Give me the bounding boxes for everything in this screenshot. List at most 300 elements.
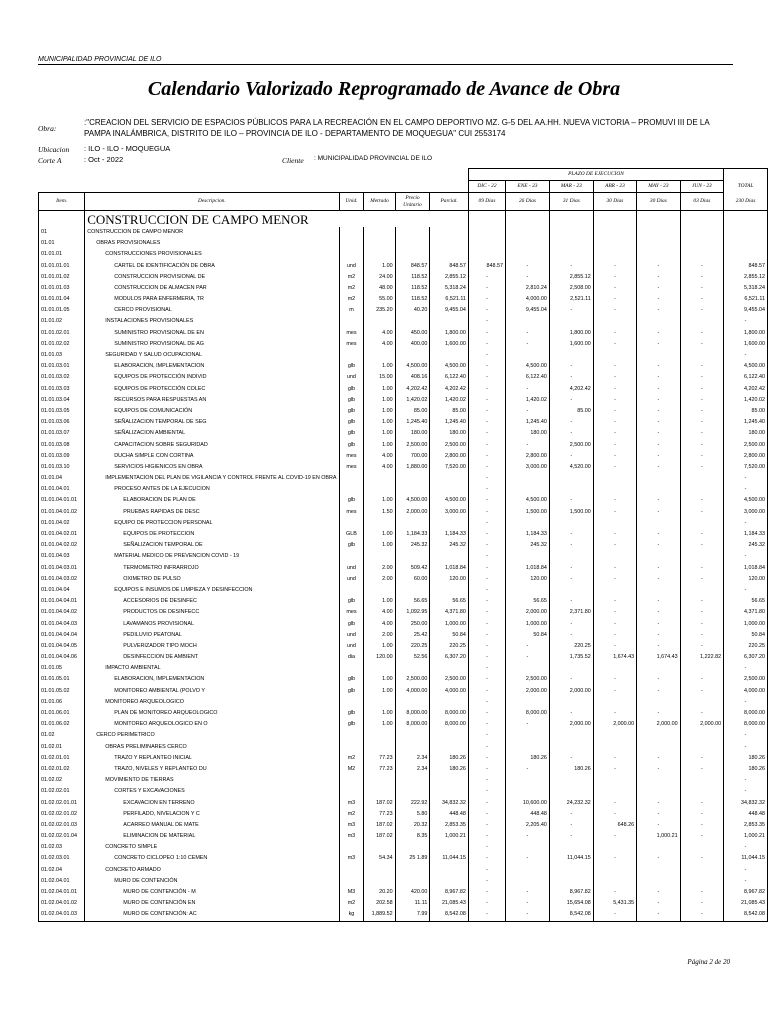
table-cell: 245.32 (724, 540, 768, 551)
table-cell: 50.84 (506, 630, 550, 641)
table-cell: 2,500.00 (506, 674, 550, 685)
table-cell: - (680, 574, 723, 585)
table-cell: 56.65 (395, 596, 430, 607)
table-cell: - (680, 764, 723, 775)
table-cell: 54.34 (364, 853, 395, 864)
table-cell (339, 663, 364, 674)
col-header: 03 Dias (680, 193, 723, 211)
table-cell: - (468, 339, 505, 350)
table-cell: 01.01.03.05 (39, 406, 85, 417)
table-cell (637, 249, 680, 260)
table-cell (339, 876, 364, 887)
table-cell: - (637, 260, 680, 271)
table-cell: - (593, 428, 636, 439)
table-cell: 1,500.00 (506, 507, 550, 518)
table-cell: - (549, 574, 593, 585)
table-cell: - (506, 272, 550, 283)
col-header: Unid. (339, 193, 364, 211)
table-cell (549, 775, 593, 786)
table-cell (364, 775, 395, 786)
table-cell: 1,000.00 (724, 618, 768, 629)
table-cell: 1,092.95 (395, 607, 430, 618)
table-cell: 118.52 (395, 272, 430, 283)
table-cell: 2.00 (364, 630, 395, 641)
table-cell: 8,967.82 (549, 887, 593, 898)
table-cell (549, 876, 593, 887)
table-row (39, 495, 768, 506)
table-cell: 8,000.00 (395, 719, 430, 730)
table-cell: - (593, 574, 636, 585)
table-cell (430, 775, 469, 786)
table-row (39, 775, 768, 786)
table-cell: 1.00 (364, 439, 395, 450)
table-cell: 55.00 (364, 294, 395, 305)
table-cell: - (468, 451, 505, 462)
table-cell (339, 484, 364, 495)
table-cell: 20.20 (364, 887, 395, 898)
table-cell (339, 238, 364, 249)
page-number: Página 2 de 20 (687, 958, 730, 966)
table-cell: MURO DE CONTENCIÓN: AC (85, 909, 339, 921)
table-cell (593, 730, 636, 741)
table-cell (364, 697, 395, 708)
table-cell (593, 742, 636, 753)
table-cell: - (680, 529, 723, 540)
table-row (39, 764, 768, 775)
table-cell: 4,202.42 (430, 384, 469, 395)
table-cell: 1.00 (364, 686, 395, 697)
table-cell: 1,245.40 (430, 417, 469, 428)
table-cell: ACARREO MANUAL DE MATE (85, 820, 339, 831)
table-cell (506, 742, 550, 753)
table-cell (637, 697, 680, 708)
col-header: Metrado (364, 193, 395, 211)
table-cell: ELABORACION, IMPLEMENTACION (85, 361, 339, 372)
table-row (39, 753, 768, 764)
table-cell: - (468, 831, 505, 842)
table-cell: 1,000.00 (430, 618, 469, 629)
table-cell: - (468, 406, 505, 417)
table-cell: 85.00 (549, 406, 593, 417)
table-cell: MONITOREO ARQUEOLOGICO (85, 697, 339, 708)
table-cell: - (637, 529, 680, 540)
table-cell: - (468, 797, 505, 808)
table-cell: - (468, 585, 505, 596)
table-cell: 1,000.21 (430, 831, 469, 842)
table-cell: - (637, 596, 680, 607)
table-cell: - (680, 674, 723, 685)
table-cell: 01.01.04.04.03 (39, 618, 85, 629)
table-cell: 2,855.12 (430, 272, 469, 283)
table-cell (593, 316, 636, 327)
table-cell: glb (339, 439, 364, 450)
table-cell: MONITOREO ARQUEOLOGICO EN O (85, 719, 339, 730)
table-cell (430, 316, 469, 327)
table-row (39, 484, 768, 495)
table-cell: - (680, 618, 723, 629)
table-cell: 11.11 (395, 898, 430, 909)
table-cell: - (468, 876, 505, 887)
table-cell: 700.00 (395, 451, 430, 462)
table-row (39, 686, 768, 697)
table-cell: 01.02.04.01.03 (39, 909, 85, 921)
table-cell: 848.57 (468, 260, 505, 271)
table-cell: 52.56 (395, 652, 430, 663)
table-cell: 01.01.03 (39, 350, 85, 361)
table-cell: - (468, 764, 505, 775)
table-cell: 1,184.33 (506, 529, 550, 540)
table-cell: 2.00 (364, 574, 395, 585)
table-cell: 2,508.00 (549, 283, 593, 294)
table-cell: 01.01.05.02 (39, 686, 85, 697)
table-cell: glb (339, 417, 364, 428)
cliente-value: : MUNICIPALIDAD PROVINCIAL DE ILO (314, 155, 433, 162)
col-header: 31 Dias (549, 193, 593, 211)
table-cell: 4,500.00 (395, 361, 430, 372)
table-cell (680, 551, 723, 562)
table-cell: - (680, 372, 723, 383)
table-cell: - (468, 417, 505, 428)
table-cell: - (637, 339, 680, 350)
table-cell: 4.00 (364, 462, 395, 473)
table-cell: 01.02.03.01 (39, 853, 85, 864)
table-cell (430, 238, 469, 249)
table-cell: - (680, 563, 723, 574)
table-row (39, 260, 768, 271)
table-cell: 848.57 (724, 260, 768, 271)
table-cell: 648.26 (593, 820, 636, 831)
table-cell: CONSTRUCCIONES PROVISIONALES (85, 249, 339, 260)
table-cell: m2 (339, 283, 364, 294)
table-cell (637, 742, 680, 753)
col-header: Precio Unitario (395, 193, 430, 211)
table-cell (593, 697, 636, 708)
table-cell (430, 551, 469, 562)
table-cell (549, 518, 593, 529)
table-cell: 222.92 (395, 797, 430, 808)
table-cell: 1,018.84 (506, 563, 550, 574)
table-cell: - (506, 339, 550, 350)
table-row (39, 730, 768, 741)
table-cell: 1,600.00 (549, 339, 593, 350)
table-cell: 2,000.00 (593, 719, 636, 730)
table-cell: SEÑALIZACION TEMPORAL DE (85, 540, 339, 551)
table-cell: - (549, 305, 593, 316)
table-cell: mes (339, 462, 364, 473)
table-cell: - (593, 764, 636, 775)
table-cell: - (724, 775, 768, 786)
table-cell: - (506, 641, 550, 652)
table-cell: - (724, 697, 768, 708)
table-cell (506, 876, 550, 887)
table-cell: - (468, 865, 505, 876)
table-cell: SEÑALIZACION TEMPORAL DE SEG (85, 417, 339, 428)
table-cell: 1,735.52 (549, 652, 593, 663)
table-cell: 1.00 (364, 361, 395, 372)
table-cell: 56.65 (724, 596, 768, 607)
table-cell: 4,500.00 (430, 495, 469, 506)
table-cell: - (680, 507, 723, 518)
table-cell: - (468, 775, 505, 786)
table-cell: 01.02.02.01.04 (39, 831, 85, 842)
table-cell (637, 484, 680, 495)
table-cell (395, 518, 430, 529)
table-cell (506, 227, 550, 238)
table-cell (395, 227, 430, 238)
table-cell: - (724, 742, 768, 753)
table-cell (339, 585, 364, 596)
table-cell: 11,044.15 (724, 853, 768, 864)
table-cell: 9,455.04 (430, 305, 469, 316)
table-cell (724, 227, 768, 238)
table-cell: - (724, 350, 768, 361)
table-row (39, 585, 768, 596)
table-row (39, 742, 768, 753)
table-cell (680, 473, 723, 484)
table-cell: - (637, 809, 680, 820)
table-cell (364, 865, 395, 876)
table-cell: 220.25 (430, 641, 469, 652)
table-cell: 1,222.82 (680, 652, 723, 663)
table-cell: CONCRETO CICLOPEO 1:10 CEMEN (85, 853, 339, 864)
table-cell: - (593, 708, 636, 719)
table-cell: 202.58 (364, 898, 395, 909)
col-header: 30 Dias (593, 193, 636, 211)
table-cell: - (637, 708, 680, 719)
table-cell: 180.26 (506, 753, 550, 764)
table-cell: 8,542.08 (549, 909, 593, 921)
table-cell (430, 227, 469, 238)
ubicacion-value: : ILO - ILO - MOQUEGUA (84, 144, 171, 153)
table-cell: 120.00 (724, 574, 768, 585)
table-cell: - (593, 462, 636, 473)
table-cell (637, 775, 680, 786)
table-cell: 2,000.00 (506, 607, 550, 618)
table-cell: 01.01.02 (39, 316, 85, 327)
table-cell: 1,600.00 (430, 339, 469, 350)
table-cell: 01.01.04.02.02 (39, 540, 85, 551)
table-cell: 01.01.04.02 (39, 518, 85, 529)
table-cell: 01.01.04.01.01 (39, 495, 85, 506)
table-cell (680, 697, 723, 708)
table-cell (593, 663, 636, 674)
table-cell (364, 786, 395, 797)
table-cell: MOVIMIENTO DE TIERRAS (85, 775, 339, 786)
table-cell: - (680, 686, 723, 697)
table-cell: 1.00 (364, 641, 395, 652)
table-cell: - (680, 809, 723, 820)
table-cell (395, 865, 430, 876)
table-cell: 4,520.00 (549, 462, 593, 473)
table-cell: OXIMETRO DE PULSO (85, 574, 339, 585)
table-cell: - (549, 540, 593, 551)
table-cell: - (593, 831, 636, 842)
table-cell (506, 238, 550, 249)
table-cell: 7,520.00 (724, 462, 768, 473)
table-cell: - (468, 428, 505, 439)
table-cell: 01.01.04.04.06 (39, 652, 85, 663)
table-cell: - (637, 507, 680, 518)
table-row (39, 350, 768, 361)
table-cell: 408.16 (395, 372, 430, 383)
table-cell: - (468, 361, 505, 372)
table-cell: DESINFECCION DE AMBIENT (85, 652, 339, 663)
table-cell: - (549, 618, 593, 629)
table-cell: - (593, 540, 636, 551)
table-cell: - (468, 809, 505, 820)
table-cell: ELABORACION DE PLAN DE (85, 495, 339, 506)
table-cell (680, 350, 723, 361)
table-row (39, 887, 768, 898)
table-cell (430, 518, 469, 529)
table-cell: 01.02.02.01.03 (39, 820, 85, 831)
table-row (39, 238, 768, 249)
table-cell: 235.20 (364, 305, 395, 316)
table-row (39, 607, 768, 618)
table-cell (430, 730, 469, 741)
table-cell: - (549, 708, 593, 719)
table-cell: 01.02.01.01 (39, 753, 85, 764)
table-cell: CONCRETO ARMADO (85, 865, 339, 876)
table-cell: OBRAS PROVISIONALES (85, 238, 339, 249)
table-cell: m2 (339, 272, 364, 283)
table-cell (549, 865, 593, 876)
table-cell: - (593, 272, 636, 283)
table-cell: 01.01.01 (39, 249, 85, 260)
table-cell: 01.01.02.01 (39, 328, 85, 339)
table-cell: MATERIAL MEDICO DE PREVENCION COVID - 19 (85, 551, 339, 562)
table-cell: 245.32 (395, 540, 430, 551)
table-cell: 1,420.02 (430, 395, 469, 406)
table-cell: IMPACTO AMBIENTAL (85, 663, 339, 674)
municipality-header: MUNICIPALIDAD PROVINCIAL DE ILO (38, 56, 733, 65)
table-cell: und (339, 260, 364, 271)
table-row (39, 428, 768, 439)
table-row (39, 663, 768, 674)
table-cell: - (506, 328, 550, 339)
table-cell: - (468, 384, 505, 395)
table-cell: - (549, 820, 593, 831)
table-cell: CERCO PROVISIONAL (85, 305, 339, 316)
table-cell: 4,500.00 (430, 361, 469, 372)
table-cell: 11,044.15 (430, 853, 469, 864)
table-cell: LAVAMANOS PROVISIONAL (85, 618, 339, 629)
table-cell (339, 775, 364, 786)
table-cell: 01.01.03.09 (39, 451, 85, 462)
table-cell (430, 742, 469, 753)
table-cell (549, 730, 593, 741)
table-cell: 8,967.82 (430, 887, 469, 898)
table-cell: 01.01.04.04.04 (39, 630, 85, 641)
table-cell (593, 238, 636, 249)
table-cell: und (339, 630, 364, 641)
table-cell: CARTEL DE IDENTIFICACIÓN DE OBRA (85, 260, 339, 271)
table-cell: 01.01.01.01 (39, 260, 85, 271)
table-row (39, 406, 768, 417)
table-cell (364, 551, 395, 562)
table-cell: 180.00 (506, 428, 550, 439)
table-row (39, 305, 768, 316)
table-cell (549, 551, 593, 562)
table-cell: 4,000.00 (395, 686, 430, 697)
table-cell: 1,000.21 (637, 831, 680, 842)
table-cell: m3 (339, 797, 364, 808)
table-cell: m (339, 305, 364, 316)
table-cell: - (637, 495, 680, 506)
table-cell: - (680, 328, 723, 339)
table-cell: - (637, 283, 680, 294)
table-cell (364, 518, 395, 529)
table-cell: glb (339, 686, 364, 697)
table-cell: 01.01 (39, 238, 85, 249)
table-cell: 24,232.32 (549, 797, 593, 808)
table-cell: - (680, 753, 723, 764)
table-cell: - (468, 395, 505, 406)
table-cell: - (593, 328, 636, 339)
table-row (39, 372, 768, 383)
table-cell: 2,855.12 (724, 272, 768, 283)
table-cell: - (549, 428, 593, 439)
table-cell: - (468, 853, 505, 864)
table-cell: 48.00 (364, 283, 395, 294)
table-cell: glb (339, 618, 364, 629)
table-cell: PROCESO ANTES DE LA EJECUCION (85, 484, 339, 495)
table-cell (593, 473, 636, 484)
table-cell: - (680, 708, 723, 719)
table-cell: PRUEBAS RAPIDAS DE DESC (85, 507, 339, 518)
table-cell: - (593, 630, 636, 641)
table-cell: - (593, 260, 636, 271)
table-cell: 6,307.20 (724, 652, 768, 663)
table-cell: - (549, 395, 593, 406)
table-cell: 2,853.35 (724, 820, 768, 831)
table-cell: 01.01.01.04 (39, 294, 85, 305)
table-cell: 01.01.03.07 (39, 428, 85, 439)
table-cell: EXCAVACION EN TERRENO (85, 797, 339, 808)
table-cell (637, 473, 680, 484)
col-header: 30 Dias (637, 193, 680, 211)
table-cell: TRAZO Y REPLANTEO INICIAL (85, 753, 339, 764)
table-row (39, 842, 768, 853)
table-cell: 01.01.04.04.02 (39, 607, 85, 618)
table-cell: - (724, 585, 768, 596)
table-cell: - (549, 596, 593, 607)
table-cell (339, 842, 364, 853)
table-cell: 3,000.00 (506, 462, 550, 473)
obra-text: :"CREACION DEL SERVICIO DE ESPACIOS PÚBLICOS PARA LA RECREACIÓN EN EL CAMPO DEPORTIVO MZ. G-5 DEL AA.HH. NUEVA VICTORIA – PROMUVI III DE LA PAMPA INALÁMBRICA, DISTRITO DE ILO – PROVINCIA DE ILO - DEPARTAMENTO DE MOQUEGUA" CUI 2553174 (84, 118, 710, 138)
table-cell (364, 842, 395, 853)
table-cell: - (593, 305, 636, 316)
table-cell: 77.23 (364, 753, 395, 764)
table-cell: - (468, 887, 505, 898)
table-cell (430, 842, 469, 853)
table-cell (395, 316, 430, 327)
table-cell: - (680, 384, 723, 395)
table-cell: 9,455.04 (506, 305, 550, 316)
table-cell: - (680, 451, 723, 462)
table-cell: 4.00 (364, 339, 395, 350)
table-cell: 2,500.00 (549, 439, 593, 450)
table-cell: 1,500.00 (549, 507, 593, 518)
table-cell: 01.02.04 (39, 865, 85, 876)
table-cell (593, 865, 636, 876)
month-header: JUN - 23 (680, 181, 723, 193)
table-cell (395, 742, 430, 753)
table-cell: - (468, 663, 505, 674)
table-cell: 1,420.02 (724, 395, 768, 406)
table-cell: - (593, 339, 636, 350)
table-cell (593, 585, 636, 596)
